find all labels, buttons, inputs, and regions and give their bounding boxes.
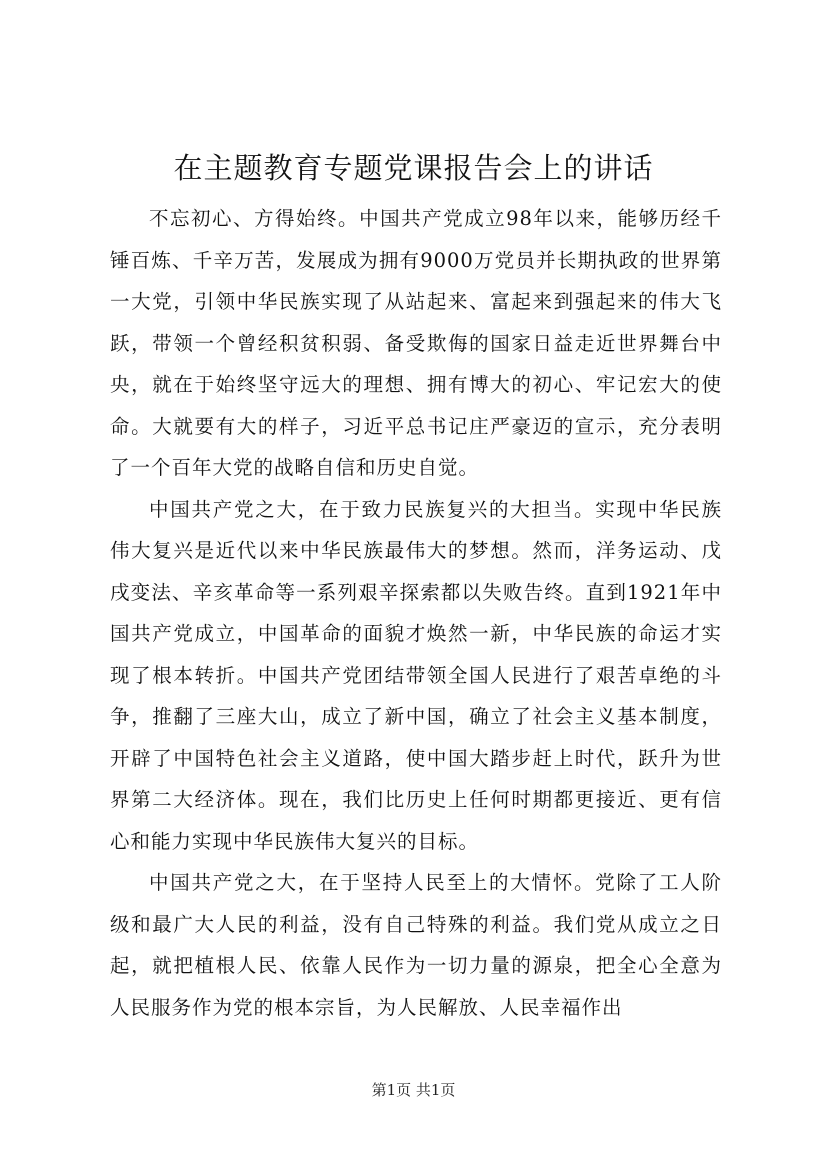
paragraph-2: 中国共产党之大，在于致力民族复兴的大担当。实现中华民族伟大复兴是近代以来中华民族最伟大的梦想。然而，洋务运动、戊戌变法、辛亥革命等一系列艰辛探索都以失败告终。直到1921年中国共产党成立，中国革命的面貌才焕然一新，中华民族的命运才实现了根本转折。中国共产党团结带领全国人民进行了艰苦卓绝的斗争，推翻了三座大山，成立了新中国，确立了社会主义基本制度，开辟了中国特色社会主义道路，使中国大踏步赶上时代，跃升为世界第二大经济体。现在，我们比历史上任何时期都更接近、更有信心和能力实现中华民族伟大复兴的目标。 xyxy=(110,497,722,853)
document-body xyxy=(110,198,722,1028)
page-footer: 第1页 共1页 xyxy=(371,1081,456,1099)
document-title: 在主题教育专题党课报告会上的讲话 xyxy=(173,151,654,185)
paragraph-1: 不忘初心、方得始终。中国共产党成立98年以来，能够历经千锤百炼、千辛万苦，发展成为拥有9000万党员并长期执政的世界第一大党，引领中华民族实现了从站起来、富起来到强起来的伟大飞跃，带领一个曾经积贫积弱、备受欺侮的国家日益走近世界舞台中央，就在于始终坚守远大的理想、拥有博大的初心、牢记宏大的使命。大就要有大的样子，习近平总书记庄严豪迈的宣示，充分表明了一个百年大党的战略自信和历史自觉。 xyxy=(110,207,722,479)
paragraph-3: 中国共产党之大，在于坚持人民至上的大情怀。党除了工人阶级和最广大人民的利益，没有自己特殊的利益。我们党从成立之日起，就把植根人民、依靠人民作为一切力量的源泉，把全心全意为人民服务作为党的根本宗旨，为人民解放、人民幸福作出 xyxy=(110,871,722,1019)
